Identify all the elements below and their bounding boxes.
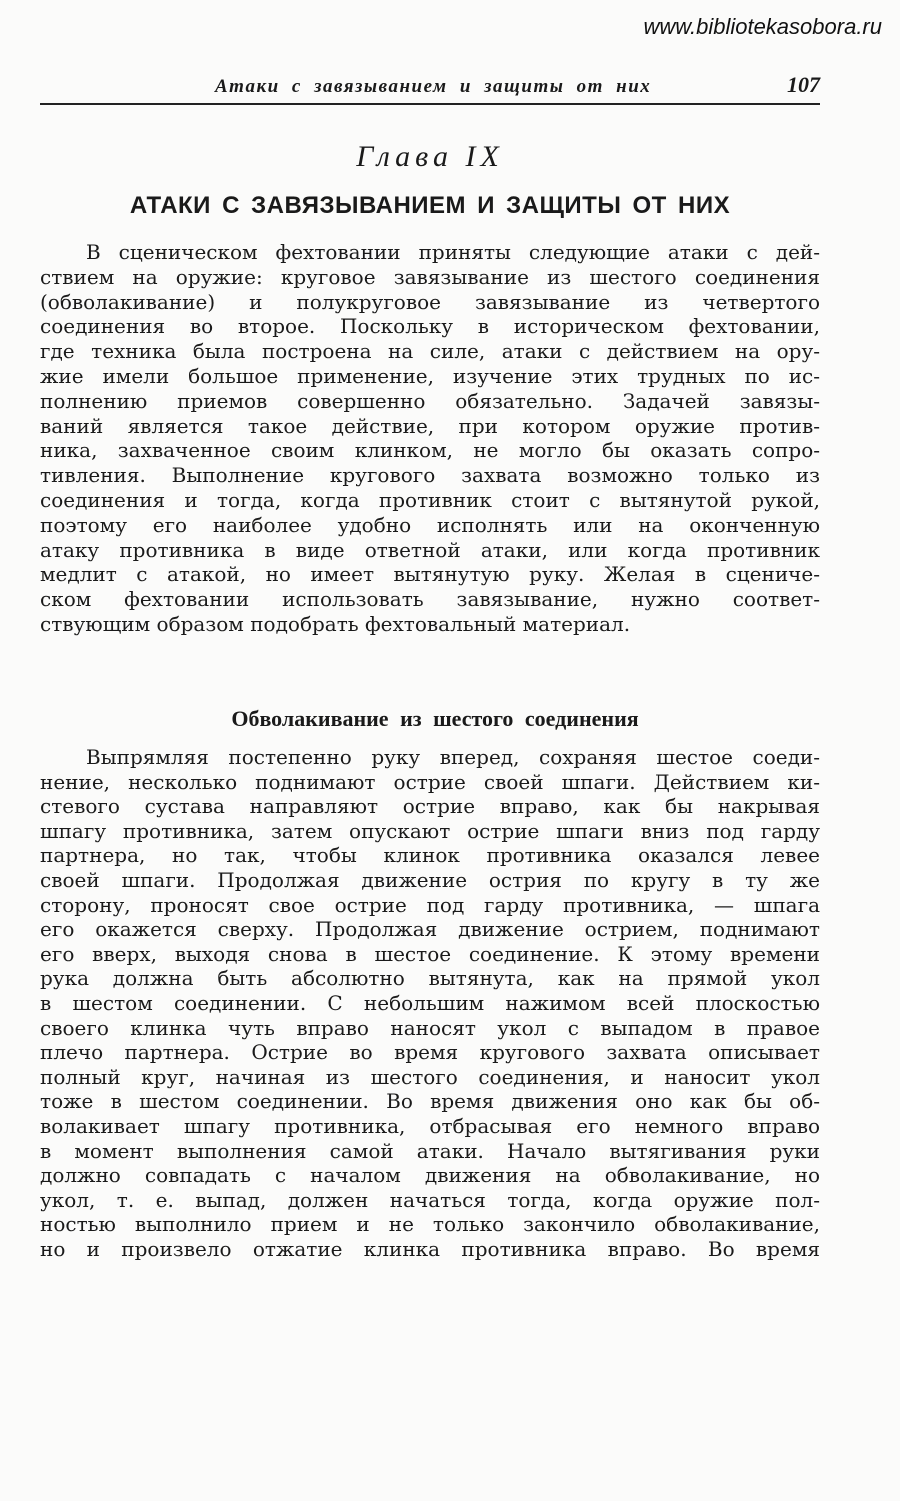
text-line: его окажется сверху. Продолжая движение острием, поднимают bbox=[40, 917, 820, 942]
text-line: атаку противника в виде ответной атаки, или когда противник bbox=[40, 537, 820, 562]
running-head-title: Атаки с завязыванием и защиты от них bbox=[215, 76, 652, 97]
page-number: 107 bbox=[787, 72, 820, 97]
text-line: где техника была построена на силе, атаки с действием на ору- bbox=[40, 339, 820, 364]
text-line: волакивает шпагу противника, отбрасывая его немного вправо bbox=[40, 1113, 820, 1138]
chapter-label: Глава IX bbox=[356, 140, 504, 173]
section-heading: Обволакивание из шестого соединения bbox=[231, 706, 639, 731]
text-line: укол, т. е. выпад, должен начаться тогда, когда оружие пол- bbox=[40, 1187, 820, 1212]
text-line: плечо партнера. Острие во время кругового захвата описывает bbox=[40, 1040, 820, 1065]
chapter-title: АТАКИ С ЗАВЯЗЫВАНИЕМ И ЗАЩИТЫ ОТ НИХ bbox=[129, 192, 731, 219]
text-line: В сценическом фехтовании приняты следующие атаки с дей- bbox=[86, 240, 820, 264]
text-line: его вверх, выходя снова в шестое соединение. К этому времени bbox=[40, 941, 820, 966]
text-line: ника, захваченное своим клинком, не могло бы оказать сопро- bbox=[40, 438, 820, 463]
text-line: в момент выполнения самой атаки. Начало вытягивания руки bbox=[40, 1138, 820, 1163]
text-line: медлит с атакой, но имеет вытянутую руку. Желая в сцениче- bbox=[40, 562, 820, 587]
header-rule bbox=[40, 103, 820, 105]
text-line: в шестом соединении. С небольшим нажимом всей плоскостью bbox=[40, 990, 820, 1015]
text-line: своего клинка чуть вправо наносят укол с выпадом в правое bbox=[40, 1015, 820, 1040]
paragraph-obvolakivanie bbox=[40, 745, 820, 1261]
text-line: тоже в шестом соединении. Во время движения оно как бы об- bbox=[40, 1089, 820, 1114]
text-line: полнению приемов совершенно обязательно. Задачей завязы- bbox=[40, 388, 820, 413]
text-line: (обволакивание) и полукруговое завязывание из четвертого bbox=[40, 289, 820, 314]
text-line: полный круг, начиная из шестого соединения, и наносит укол bbox=[40, 1064, 820, 1089]
text-line: сторону, проносят свое острие под гарду противника, — шпага bbox=[40, 892, 820, 917]
text-line: ваний является такое действие, при котором оружие против- bbox=[40, 413, 820, 438]
text-line: шпагу противника, затем опускают острие шпаги вниз под гарду bbox=[40, 818, 820, 843]
site-watermark: www.bibliotekasobora.ru bbox=[643, 14, 882, 39]
text-line: но и произвело отжатие клинка противника вправо. Во время bbox=[40, 1236, 820, 1261]
text-line: поэтому его наиболее удобно исполнять или на оконченную bbox=[40, 512, 820, 537]
text-line: стевого сустава направляют острие вправо, как бы накрывая bbox=[40, 794, 820, 819]
paragraph-intro bbox=[40, 240, 820, 637]
text-line: Выпрямляя постепенно руку вперед, сохраняя шестое соеди- bbox=[86, 745, 820, 769]
text-line: должно совпадать с началом движения на обволакивание, но bbox=[40, 1163, 820, 1188]
text-line: ствующим образом подобрать фехтовальный материал. bbox=[40, 611, 631, 636]
text-line: своей шпаги. Продолжая движение острия по кругу в ту же bbox=[40, 867, 820, 892]
text-line: тивления. Выполнение кругового захвата возможно только из bbox=[40, 463, 820, 488]
text-line: ностью выполнило прием и не только закончило обволакивание, bbox=[40, 1212, 820, 1237]
text-line: нение, несколько поднимают острие своей шпаги. Действием ки- bbox=[40, 769, 820, 794]
text-line: ствием на оружие: круговое завязывание из шестого соединения bbox=[40, 264, 820, 289]
text-line: соединения и тогда, когда противник стоит с вытянутой рукой, bbox=[40, 487, 820, 512]
text-line: жие имели большое применение, изучение этих трудных по ис- bbox=[40, 363, 820, 388]
text-line: ском фехтовании использовать завязывание, нужно соответ- bbox=[40, 587, 820, 612]
text-line: соединения во второе. Поскольку в историческом фехтовании, bbox=[40, 314, 820, 339]
text-line: партнера, но так, чтобы клинок противника оказался левее bbox=[40, 843, 820, 868]
running-head bbox=[40, 72, 820, 106]
text-line: рука должна быть абсолютно вытянута, как на прямой укол bbox=[40, 966, 820, 991]
